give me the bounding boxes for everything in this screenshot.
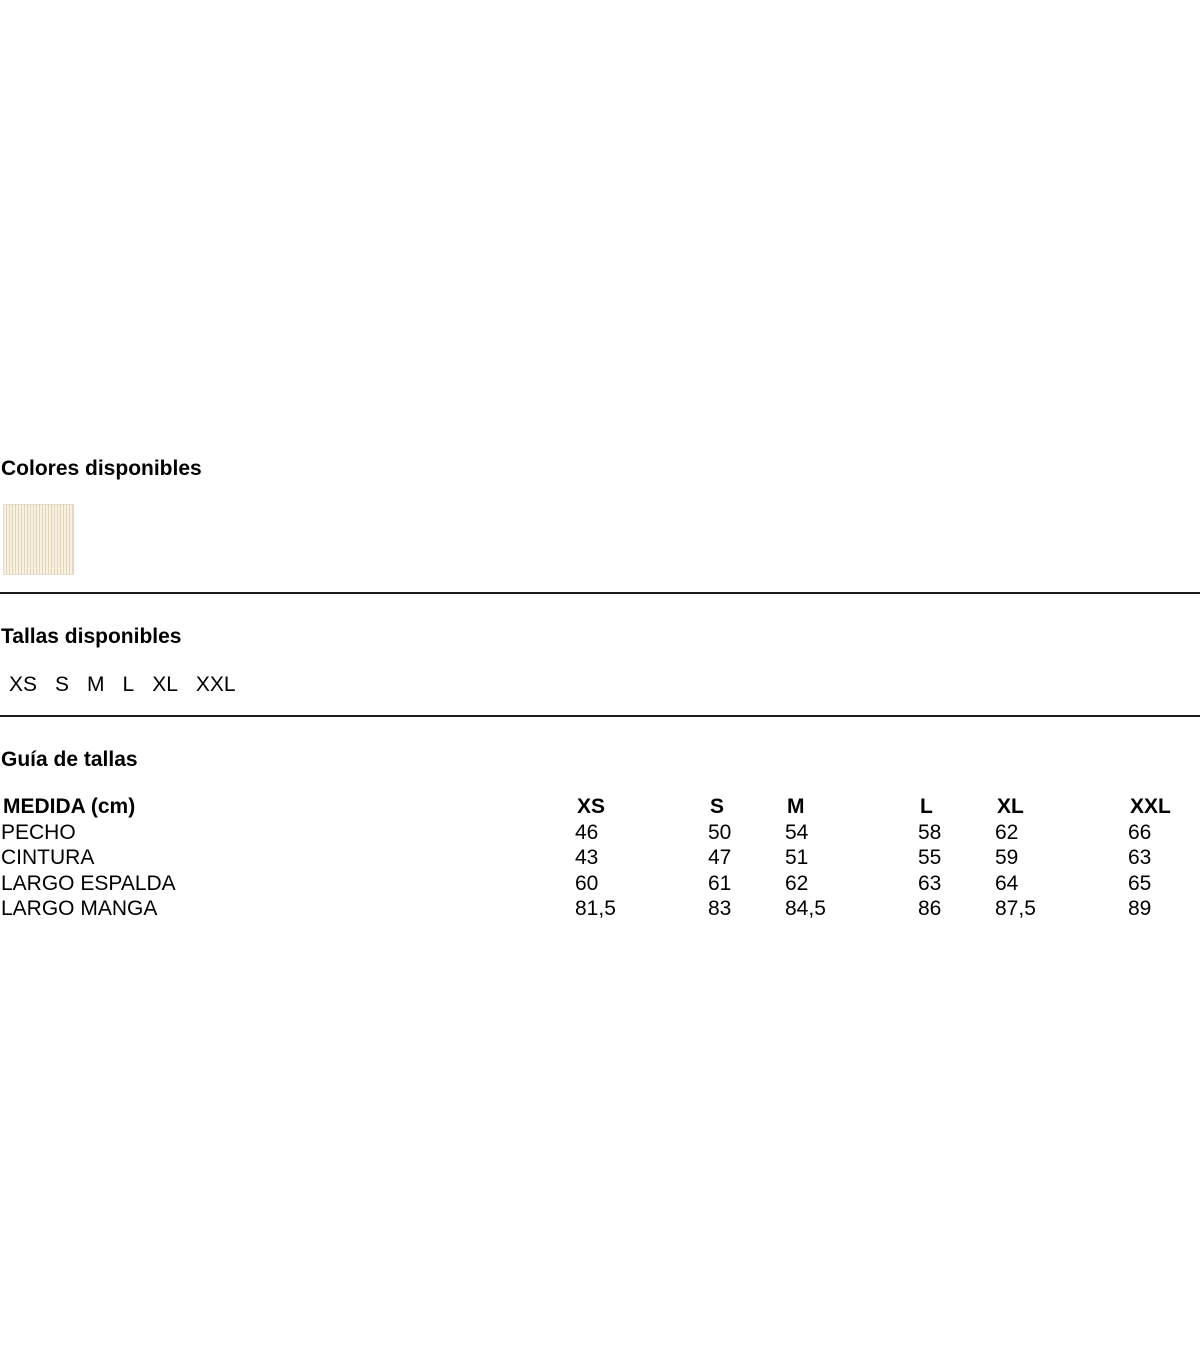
size-option-xxl[interactable]: XXL: [195, 673, 236, 696]
table-cell: 83: [708, 897, 732, 920]
table-header-cell: S: [710, 795, 725, 818]
table-cell: 62: [785, 871, 809, 895]
divider: [0, 592, 1200, 594]
table-row: [0, 845, 1200, 871]
divider: [0, 715, 1200, 717]
table-cell: 89: [1128, 897, 1152, 920]
size-option-l[interactable]: L: [122, 673, 135, 696]
table-cell: 66: [1128, 820, 1152, 844]
table-cell: 65: [1128, 871, 1152, 895]
size-option-s[interactable]: S: [55, 673, 70, 696]
table-cell: 61: [708, 871, 732, 895]
guia-title: Guía de tallas: [1, 748, 138, 771]
table-cell: 43: [575, 846, 599, 869]
table-cell: LARGO MANGA: [1, 897, 158, 920]
table-cell: 46: [575, 820, 599, 844]
size-option-xl[interactable]: XL: [152, 673, 178, 696]
sizes-list: [9, 673, 236, 697]
size-option-xs[interactable]: XS: [9, 673, 38, 696]
table-cell: 63: [1128, 846, 1152, 869]
table-cell: 47: [708, 846, 732, 869]
table-cell: 62: [995, 820, 1019, 844]
table-row: [0, 820, 1200, 846]
table-header-cell: XS: [577, 795, 606, 818]
table-cell: LARGO ESPALDA: [1, 871, 176, 895]
tallas-title: Tallas disponibles: [1, 625, 182, 648]
table-cell: 60: [575, 871, 599, 895]
table-cell: 81,5: [575, 897, 616, 920]
table-cell: 84,5: [785, 897, 826, 920]
table-cell: 55: [918, 846, 942, 869]
table-cell: 51: [785, 846, 809, 869]
size-option-m[interactable]: M: [87, 673, 105, 696]
table-cell: 63: [918, 871, 942, 895]
table-cell: PECHO: [1, 820, 76, 844]
colores-title: Colores disponibles: [1, 457, 202, 480]
table-row: [0, 871, 1200, 897]
table-cell: 86: [918, 897, 942, 920]
table-cell: 64: [995, 871, 1019, 895]
table-cell: 58: [918, 820, 942, 844]
table-header-cell: XL: [997, 795, 1024, 818]
table-row: [0, 896, 1200, 922]
table-cell: 59: [995, 846, 1019, 869]
table-header-cell: L: [920, 795, 933, 818]
color-swatch[interactable]: [3, 504, 74, 575]
table-header-cell: XXL: [1130, 795, 1171, 818]
table-cell: 54: [785, 820, 809, 844]
table-cell: 50: [708, 820, 732, 844]
size-guide-table: [0, 794, 1200, 922]
table-header-cell: M: [787, 795, 805, 818]
table-header-cell: MEDIDA (cm): [3, 795, 136, 818]
table-cell: 87,5: [995, 897, 1036, 920]
table-cell: CINTURA: [1, 846, 95, 869]
table-header-row: [0, 794, 1200, 820]
